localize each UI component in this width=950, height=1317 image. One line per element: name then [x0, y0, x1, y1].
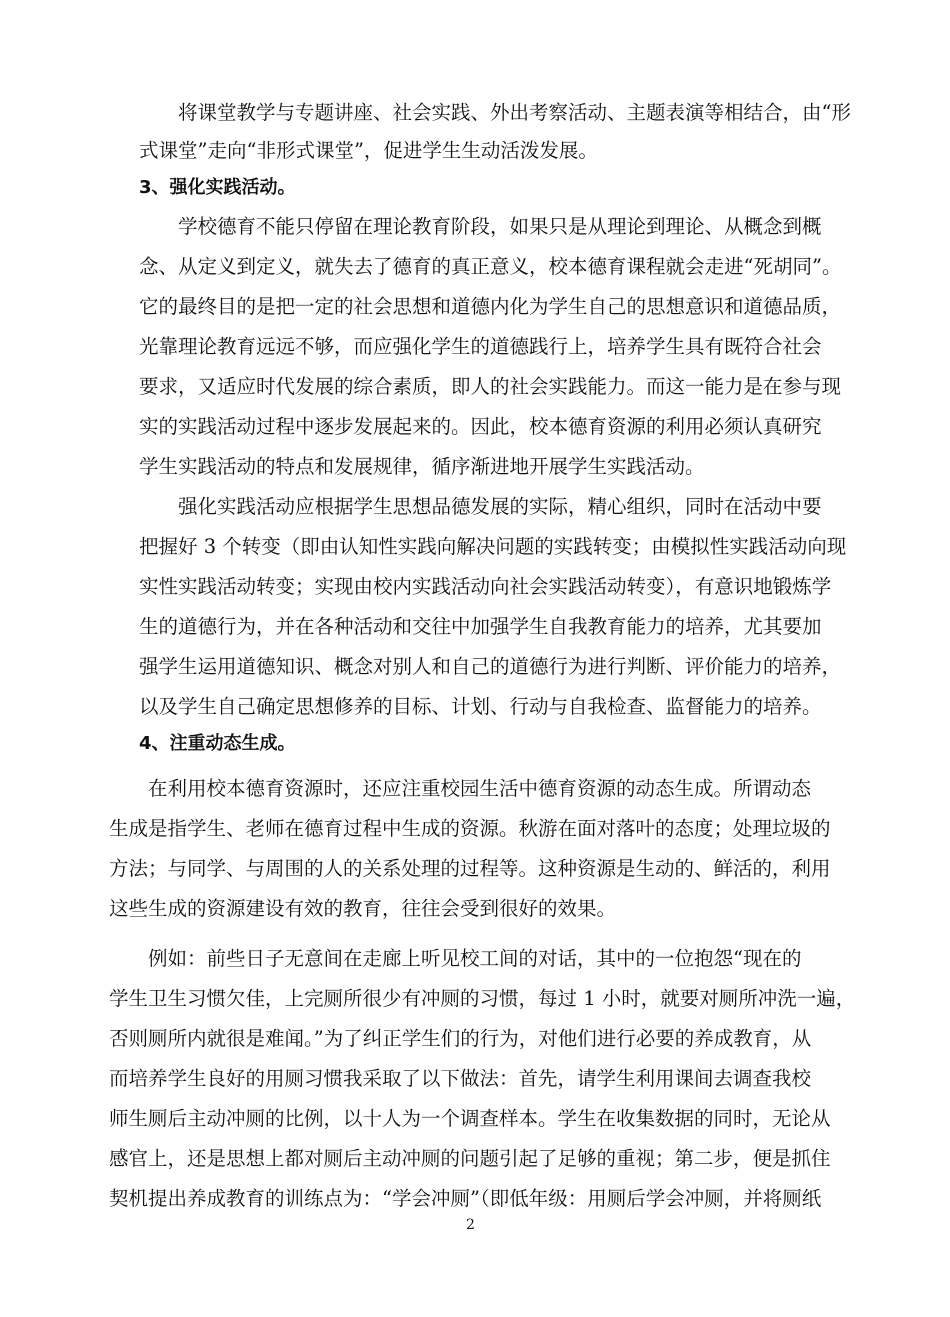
text-line: 方法；与同学、与周围的人的关系处理的过程等。这种资源是生动的、鲜活的，利用	[109, 857, 831, 880]
text-line: 契机提出养成教育的训练点为：“学会冲厕”（即低年级：用厕后学会冲厕，并将厕纸	[109, 1187, 822, 1210]
text-line: 式课堂”走向“非形式课堂”，促进学生生动活泼发展。	[139, 139, 598, 162]
page-number: 2	[466, 1217, 475, 1233]
text-line: 实性实践活动转变；实现由校内实践活动向社会实践活动转变），有意识地锻炼学	[139, 575, 832, 598]
text-line: 感官上，还是思想上都对厕后主动冲厕的问题引起了足够的重视；第二步，便是抓住	[109, 1147, 831, 1170]
text-line: 学生实践活动的特点和发展规律，循序渐进地开展学生实践活动。	[139, 455, 705, 478]
text-line: 生成是指学生、老师在德育过程中生成的资源。秋游在面对落叶的态度；处理垃圾的	[109, 817, 831, 840]
section-heading: 3、强化实践活动。	[139, 177, 296, 198]
text-line: 它的最终目的是把一定的社会思想和道德内化为学生自己的思想意识和道德品质，	[139, 295, 842, 318]
text-line: 实的实践活动过程中逐步发展起来的。因此，校本德育资源的利用必须认真研究	[139, 415, 822, 438]
text-line: 要求，又适应时代发展的综合素质，即人的社会实践能力。而这一能力是在参与现	[139, 375, 842, 398]
text-line: 生的道德行为，并在各种活动和交往中加强学生自我教育能力的培养，尤其要加	[139, 615, 822, 638]
text-line: 否则厕所内就很是难闻。”为了纠正学生们的行为，对他们进行必要的养成教育，从	[109, 1027, 812, 1050]
text-line: 例如：前些日子无意间在走廊上听见校工间的对话，其中的一位抱怨“现在的	[148, 947, 802, 970]
text-line: 将课堂教学与专题讲座、社会实践、外出考察活动、主题表演等相结合，由“形	[178, 101, 851, 124]
text-line: 师生厕后主动冲厕的比例，以十人为一个调查样本。学生在收集数据的同时，无论从	[109, 1107, 831, 1130]
text-line: 强化实践活动应根据学生思想品德发展的实际，精心组织，同时在活动中要	[178, 495, 822, 518]
text-line: 这些生成的资源建设有效的教育，往往会受到很好的效果。	[109, 897, 617, 920]
text-line: 在利用校本德育资源时，还应注重校园生活中德育资源的动态生成。所谓动态	[148, 777, 812, 800]
text-line: 把握好 3 个转变（即由认知性实践向解决问题的实践转变；由模拟性实践活动向现	[139, 535, 847, 558]
text-line: 强学生运用道德知识、概念对别人和自己的道德行为进行判断、评价能力的培养，	[139, 655, 842, 678]
text-line: 而培养学生良好的用厕习惯我采取了以下做法：首先，请学生利用课间去调查我校	[109, 1067, 812, 1090]
text-line: 学校德育不能只停留在理论教育阶段，如果只是从理论到理论、从概念到概	[178, 215, 822, 238]
text-line: 念、从定义到定义，就失去了德育的真正意义，校本德育课程就会走进“死胡同”。	[139, 255, 842, 278]
text-line: 光靠理论教育远远不够，而应强化学生的道德践行上，培养学生具有既符合社会	[139, 335, 822, 358]
text-line: 学生卫生习惯欠佳，上完厕所很少有冲厕的习惯，每过 1 小时，就要对厕所冲洗一遍，	[109, 987, 856, 1010]
section-heading: 4、注重动态生成。	[139, 733, 296, 754]
text-line: 以及学生自己确定思想修养的目标、计划、行动与自我检查、监督能力的培养。	[139, 695, 822, 718]
